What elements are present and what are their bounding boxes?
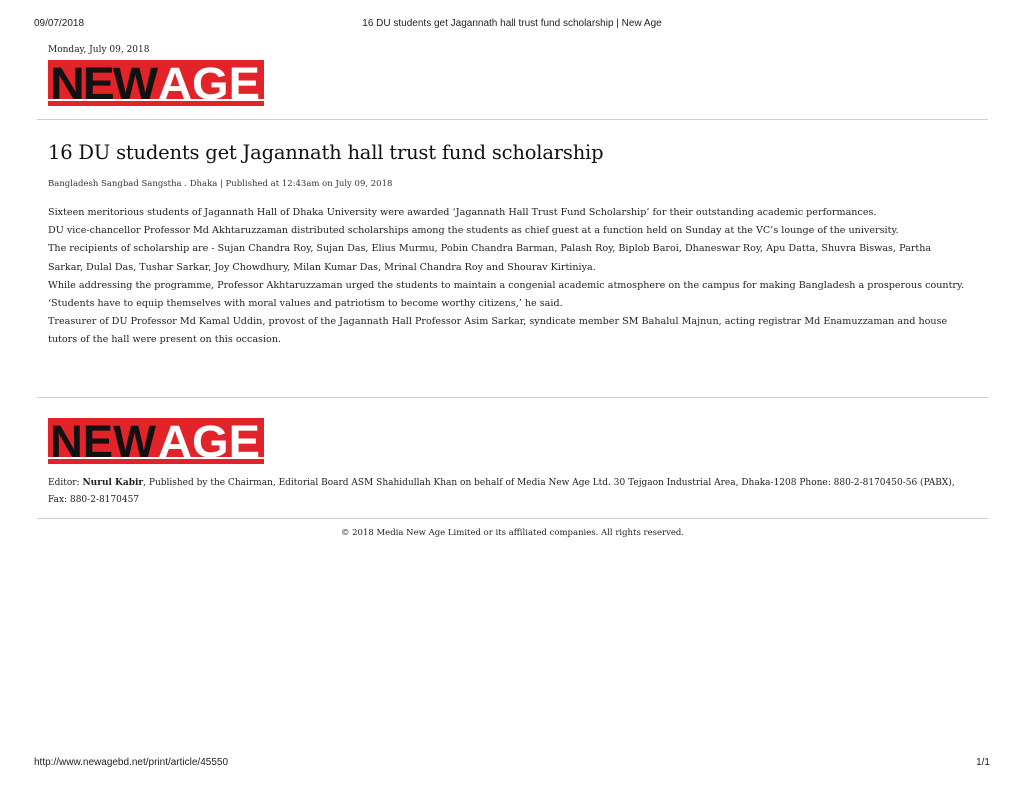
print-footer: [34, 757, 990, 771]
article-paragraph: While addressing the programme, Professor Akhtaruzzaman urged the students to maintain a congenial academic atmosphere on the campus for making Bangladesh a prosperous country.: [48, 279, 965, 291]
site-footer: [37, 397, 988, 538]
logo-text-age: AGE: [158, 60, 260, 106]
footer-top-divider: [37, 397, 988, 398]
editor-name: Nurul Kabir: [82, 478, 144, 488]
article-page: [37, 45, 988, 538]
publisher-info: , Published by the Chairman, Editorial Board ASM Shahidullah Khan on behalf of Media New Age Ltd. 30 Tejgaon Industrial Area, Dhaka-1208 Phone: 880-2-8170450-56 (PABX), Fax: 880-2-8170457: [48, 478, 955, 505]
logo-text-new: NEW: [50, 60, 159, 106]
footer-logo-text-age: AGE: [158, 418, 260, 464]
copyright-notice: © 2018 Media New Age Limited or its affiliated companies. All rights reserved.: [340, 528, 685, 538]
article-body: [48, 204, 968, 350]
editor-label: Editor:: [48, 478, 83, 488]
print-page-title: 16 DU students get Jagannath hall trust fund scholarship | New Age: [362, 18, 662, 29]
article-headline: 16 DU students get Jagannath hall trust fund scholarship: [48, 141, 604, 164]
article-byline: Bangladesh Sangbad Sangstha . Dhaka | Published at 12:43am on July 09, 2018: [48, 179, 393, 189]
print-url: http://www.newagebd.net/print/article/45550: [34, 757, 229, 768]
article-content: [37, 141, 988, 350]
article-paragraph: ‘Students have to equip themselves with moral values and patriotism to become worthy citizens,’ he said.: [48, 298, 563, 310]
print-header: [34, 18, 990, 32]
newage-logo[interactable]: [48, 60, 264, 106]
footer-bottom-divider: [37, 518, 988, 519]
masthead-divider: [37, 119, 988, 120]
print-page-count: 1/1: [976, 757, 990, 768]
footer-logo-text-new: NEW: [50, 418, 157, 464]
print-date: 09/07/2018: [34, 18, 85, 29]
article-paragraph: Treasurer of DU Professor Md Kamal Uddin, provost of the Jagannath Hall Professor Asim Sarkar, syndicate member SM Bahalul Majnun, acting registrar Md Enamuzzaman and house tutors of the hall were present on this occasion.: [48, 316, 948, 346]
footer-newage-logo[interactable]: [48, 418, 264, 464]
article-paragraph: DU vice-chancellor Professor Md Akhtaruzzaman distributed scholarships among the students as chief guest at a function held on Sunday at the VC’s lounge of the university.: [48, 225, 899, 237]
footer-editor-info: [48, 475, 988, 509]
article-paragraph: The recipients of scholarship are - Sujan Chandra Roy, Sujan Das, Elius Murmu, Pobin Chandra Barman, Palash Roy, Biplob Baroi, Dhaneswar Roy, Apu Datta, Shuvra Biswas, Partha Sarkar, Dulal Das, Tushar Sarkar, Joy Chowdhury, Milan Kumar Das, Mrinal Chandra Roy and Shourav Kirtiniya.: [48, 243, 932, 273]
masthead-dateline: Monday, July 09, 2018: [48, 45, 150, 55]
article-paragraph: Sixteen meritorious students of Jagannath Hall of Dhaka University were awarded ‘Jagannath Hall Trust Fund Scholarship’ for their outstanding academic performances.: [48, 207, 877, 218]
